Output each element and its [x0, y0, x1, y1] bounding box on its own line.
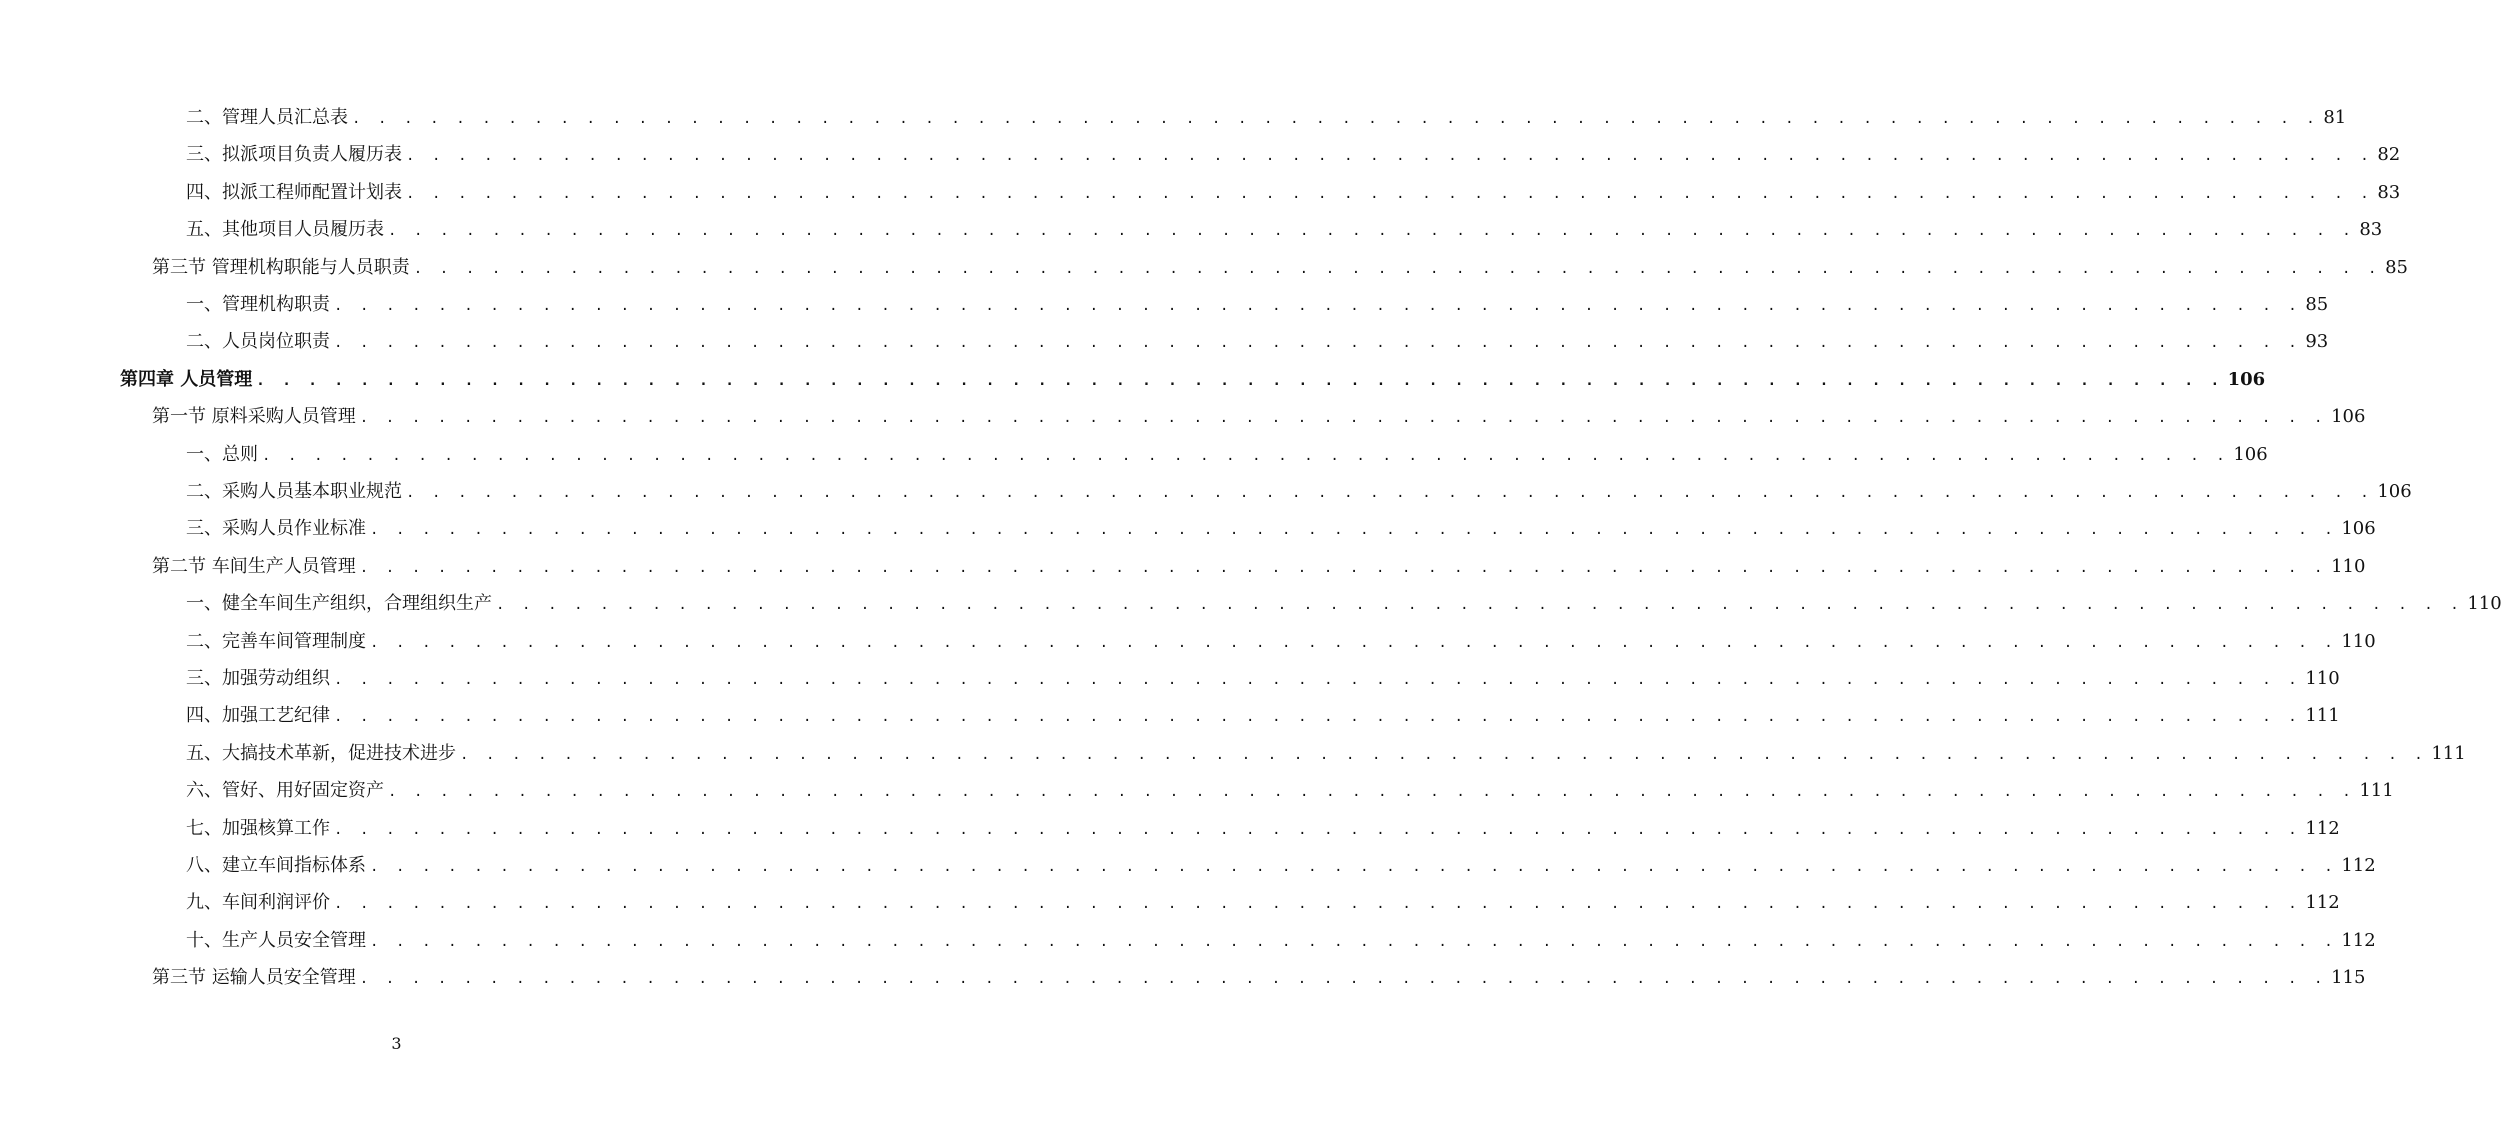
toc-entry-page: 110	[2331, 555, 2366, 577]
toc-entry-label: 一、健全车间生产组织，合理组织生产	[186, 593, 492, 615]
toc-leader-dots: . . . . . . . . . . . . . . . . . . . . . . . . . . . . . . . . . . . . . . . . . . . . . . . . . . . . . . . . . . . . . . . . . . . . . . . . . . . .	[370, 522, 2338, 539]
toc-subsection-entry[interactable]	[186, 851, 2376, 881]
toc-entry-label: 八、建立车间指标体系	[186, 855, 366, 876]
toc-subsection-entry[interactable]	[186, 514, 2376, 544]
toc-leader-dots: . . . . . . . . . . . . . . . . . . . . . . . . . . . . . . . . . . . . . . . . . . . . . . . . . . . . . . . . . . . . . . . . . . . . . . . . . . . .	[496, 597, 2464, 614]
toc-leader-dots: . . . . . . . . . . . . . . . . . . . . . . . . . . . . . . . . . . . . . . . . . . . . . . . . . . . . . . . . . . . . . . . . . . . . . . . . . . . .	[334, 335, 2302, 352]
toc-leader-dots: . . . . . . . . . . . . . . . . . . . . . . . . . . . . . . . . . . . . . . . . . . . . . . . . . . . . . . . . . . . . . . . . . . . . . . . . . . . .	[334, 896, 2302, 913]
toc-leader-dots: . . . . . . . . . . . . . . . . . . . . . . . . . . . . . . . . . . . . . . . . . . . . . . . . . . . . . . . . . . . . . . . . . . . . . . . . . . . .	[359, 559, 2328, 576]
toc-entry-label: 四、加强工艺纪律	[186, 705, 330, 727]
toc-subsection-entry[interactable]	[186, 477, 2412, 507]
toc-entry-page: 83	[2377, 181, 2401, 203]
toc-entry-label: 四、拟派工程师配置计划表	[186, 181, 402, 203]
toc-section-entry[interactable]	[152, 253, 2408, 283]
toc-leader-dots: . . . . . . . . . . . . . . . . . . . . . . . . . . . . . . . . . . . . . . . . . . . . . . . . . . . . . . . . . . . . . . . . . . . . . . . . . . . .	[370, 933, 2338, 950]
toc-subsection-entry[interactable]	[186, 140, 2401, 170]
toc-entry-page: 111	[2359, 780, 2394, 802]
toc-leader-dots: . . . . . . . . . . . . . . . . . . . . . . . . . . . . . . . . . . . . . . . . . . . . . . . . . . . . . . . . . . . . . . . . . . . . . . . . . . . .	[256, 372, 2224, 389]
toc-subsection-entry[interactable]	[186, 589, 2502, 619]
toc-section-entry[interactable]	[152, 963, 2366, 993]
toc-subsection-entry[interactable]	[186, 327, 2329, 357]
toc-entry-page: 81	[2323, 107, 2347, 128]
toc-entry-label: 二、完善车间管理制度	[186, 630, 366, 652]
toc-chapter-entry[interactable]	[120, 365, 2266, 395]
toc-entry-page: 112	[2305, 817, 2340, 839]
toc-subsection-entry[interactable]	[186, 664, 2340, 694]
toc-subsection-entry[interactable]	[186, 888, 2340, 918]
toc-entry-page: 106	[2341, 518, 2376, 540]
toc-entry-page: 112	[2341, 855, 2376, 876]
toc-leader-dots: . . . . . . . . . . . . . . . . . . . . . . . . . . . . . . . . . . . . . . . . . . . . . . . . . . . . . . . . . . . . . . . . . . . . . . . . . . . .	[262, 447, 2230, 464]
toc-leader-dots: . . . . . . . . . . . . . . . . . . . . . . . . . . . . . . . . . . . . . . . . . . . . . . . . . . . . . . . . . . . . . . . . . . . . . . . . . . . .	[406, 185, 2374, 202]
toc-leader-dots: . . . . . . . . . . . . . . . . . . . . . . . . . . . . . . . . . . . . . . . . . . . . . . . . . . . . . . . . . . . . . . . . . . . . . . . . . . . .	[334, 672, 2302, 688]
toc-subsection-entry[interactable]	[186, 701, 2340, 731]
toc-leader-dots: . . . . . . . . . . . . . . . . . . . . . . . . . . . . . . . . . . . . . . . . . . . . . . . . . . . . . . . . . . . . . . . . . . . . . . . . . . . .	[359, 971, 2328, 988]
toc-entry-label: 二、人员岗位职责	[186, 331, 330, 353]
toc-entry-label: 二、管理人员汇总表	[186, 107, 348, 128]
toc-subsection-entry[interactable]	[186, 739, 2466, 769]
toc-leader-dots: . . . . . . . . . . . . . . . . . . . . . . . . . . . . . . . . . . . . . . . . . . . . . . . . . . . . . . . . . . . . . . . . . . . . . . . . . . . .	[388, 223, 2356, 240]
toc-subsection-entry[interactable]	[186, 215, 2383, 245]
toc-leader-dots: . . . . . . . . . . . . . . . . . . . . . . . . . . . . . . . . . . . . . . . . . . . . . . . . . . . . . . . . . . . . . . . . . . . . . . . . . . . .	[334, 298, 2302, 314]
toc-entry-page: 110	[2305, 668, 2340, 689]
toc-leader-dots: . . . . . . . . . . . . . . . . . . . . . . . . . . . . . . . . . . . . . . . . . . . . . . . . . . . . . . . . . . . . . . . . . . . . . . . . . . . .	[406, 485, 2374, 501]
toc-leader-dots: . . . . . . . . . . . . . . . . . . . . . . . . . . . . . . . . . . . . . . . . . . . . . . . . . . . . . . . . . . . . . . . . . . . . . . . . . . . .	[406, 148, 2374, 165]
toc-entry-page: 110	[2341, 630, 2376, 652]
toc-entry-label: 第三节 管理机构职能与人员职责	[152, 256, 410, 278]
toc-entry-label: 三、采购人员作业标准	[186, 518, 366, 540]
toc-entry-label: 七、加强核算工作	[186, 817, 330, 839]
toc-entry-page: 106	[2233, 443, 2268, 465]
toc-entry-label: 五、大搞技术革新，促进技术进步	[186, 742, 456, 764]
toc-leader-dots: . . . . . . . . . . . . . . . . . . . . . . . . . . . . . . . . . . . . . . . . . . . . . . . . . . . . . . . . . . . . . . . . . . . . . . . . . . . .	[334, 821, 2302, 838]
toc-leader-dots: . . . . . . . . . . . . . . . . . . . . . . . . . . . . . . . . . . . . . . . . . . . . . . . . . . . . . . . . . . . . . . . . . . . . . . . . . . . .	[334, 709, 2302, 726]
toc-leader-dots: . . . . . . . . . . . . . . . . . . . . . . . . . . . . . . . . . . . . . . . . . . . . . . . . . . . . . . . . . . . . . . . . . . . . . . . . . . . .	[413, 260, 2382, 277]
toc-entry-page: 111	[2431, 742, 2466, 764]
toc-entry-page: 85	[2385, 256, 2408, 278]
toc-subsection-entry[interactable]	[186, 290, 2329, 320]
toc-entry-page: 110	[2467, 593, 2502, 615]
toc-entry-page: 106	[2331, 406, 2366, 428]
toc-entry-page: 111	[2305, 705, 2340, 727]
toc-entry-page: 85	[2305, 294, 2329, 315]
toc-subsection-entry[interactable]	[186, 926, 2376, 956]
toc-entry-page: 82	[2377, 144, 2401, 166]
toc-section-entry[interactable]	[152, 402, 2366, 432]
toc-entry-label: 六、管好、用好固定资产	[186, 780, 384, 802]
toc-entry-page: 106	[2227, 368, 2266, 390]
toc-entry-page: 83	[2359, 219, 2383, 241]
toc-entry-label: 三、拟派项目负责人履历表	[186, 144, 402, 166]
toc-entry-page: 112	[2305, 892, 2340, 914]
toc-leader-dots: . . . . . . . . . . . . . . . . . . . . . . . . . . . . . . . . . . . . . . . . . . . . . . . . . . . . . . . . . . . . . . . . . . . . . . . . . . . .	[460, 746, 2428, 763]
toc-subsection-entry[interactable]	[186, 814, 2340, 844]
toc-entry-page: 112	[2341, 929, 2376, 951]
toc-entry-page: 106	[2377, 481, 2412, 502]
toc-subsection-entry[interactable]	[186, 440, 2268, 470]
toc-subsection-entry[interactable]	[186, 627, 2376, 657]
toc-entry-label: 十、生产人员安全管理	[186, 929, 366, 951]
toc-leader-dots: . . . . . . . . . . . . . . . . . . . . . . . . . . . . . . . . . . . . . . . . . . . . . . . . . . . . . . . . . . . . . . . . . . . . . . . . . . . .	[352, 111, 2320, 127]
toc-entry-label: 第四章 人员管理	[120, 368, 253, 390]
toc-entry-label: 三、加强劳动组织	[186, 668, 330, 689]
toc-leader-dots: . . . . . . . . . . . . . . . . . . . . . . . . . . . . . . . . . . . . . . . . . . . . . . . . . . . . . . . . . . . . . . . . . . . . . . . . . . . .	[370, 859, 2338, 875]
toc-subsection-entry[interactable]	[186, 103, 2347, 133]
toc-entry-label: 九、车间利润评价	[186, 892, 330, 914]
toc-leader-dots: . . . . . . . . . . . . . . . . . . . . . . . . . . . . . . . . . . . . . . . . . . . . . . . . . . . . . . . . . . . . . . . . . . . . . . . . . . . .	[359, 410, 2328, 427]
toc-subsection-entry[interactable]	[186, 776, 2394, 806]
toc-entry-label: 第一节 原料采购人员管理	[152, 406, 356, 428]
toc-entry-label: 一、管理机构职责	[186, 294, 330, 315]
toc-leader-dots: . . . . . . . . . . . . . . . . . . . . . . . . . . . . . . . . . . . . . . . . . . . . . . . . . . . . . . . . . . . . . . . . . . . . . . . . . . . .	[370, 634, 2338, 651]
toc-entry-label: 第二节 车间生产人员管理	[152, 555, 356, 577]
toc-entry-label: 第三节 运输人员安全管理	[152, 967, 356, 989]
toc-entry-page: 115	[2331, 967, 2366, 989]
toc-entry-label: 二、采购人员基本职业规范	[186, 481, 402, 502]
toc-entry-label: 一、总则	[186, 443, 258, 465]
toc-entry-label: 五、其他项目人员履历表	[186, 219, 384, 241]
page-number: 3	[391, 1034, 402, 1053]
toc-leader-dots: . . . . . . . . . . . . . . . . . . . . . . . . . . . . . . . . . . . . . . . . . . . . . . . . . . . . . . . . . . . . . . . . . . . . . . . . . . . .	[388, 784, 2356, 801]
toc-section-entry[interactable]	[152, 552, 2366, 582]
toc-entry-page: 93	[2305, 331, 2329, 353]
toc-subsection-entry[interactable]	[186, 178, 2401, 208]
